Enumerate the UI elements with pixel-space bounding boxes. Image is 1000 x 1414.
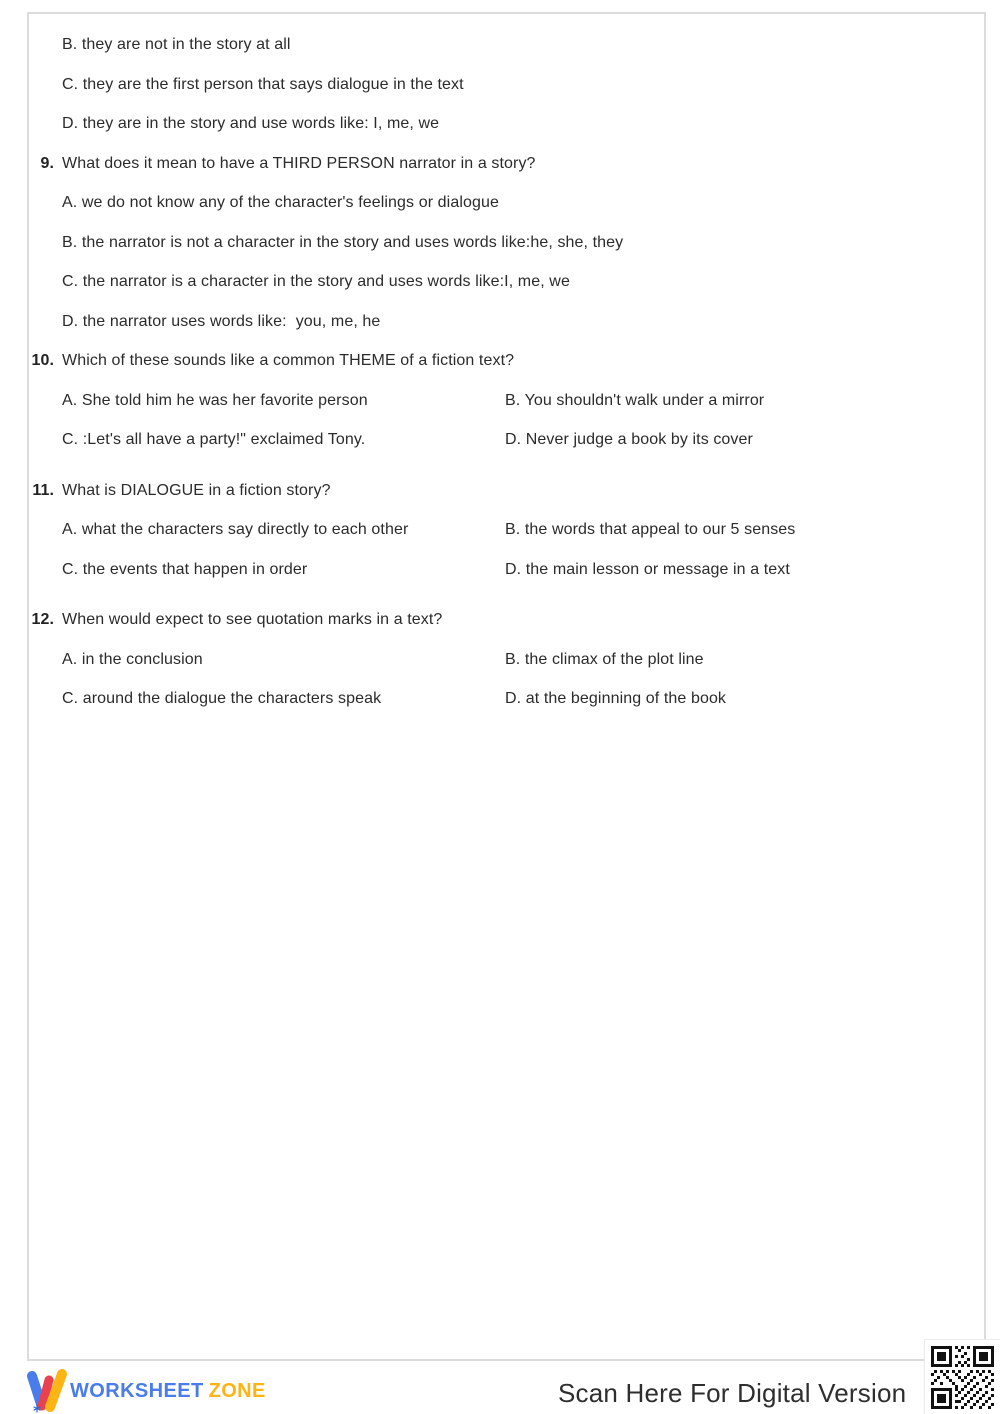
question-number: 12. [31, 611, 54, 628]
options-grid [62, 650, 974, 729]
answer-option: B. the narrator is not a character in the story and uses words like:he, she, they [62, 233, 624, 251]
question-number: 11. [32, 481, 54, 499]
answer-option: D. the narrator uses words like: you, me, he [62, 312, 381, 330]
answer-option: B. the climax of the plot line [505, 650, 704, 668]
answer-option: D. at the beginning of the book [505, 690, 727, 707]
question-text: What is DIALOGUE in a fiction story? [62, 481, 331, 499]
answer-option: A. what the characters say directly to each other [62, 521, 409, 538]
question-11 [32, 481, 974, 501]
answer-option: D. Never judge a book by its cover [505, 431, 753, 448]
question-text: When would expect to see quotation marks in a text? [62, 611, 443, 628]
question-text: What does it mean to have a THIRD PERSON narrator in a story? [62, 154, 536, 172]
answer-option: B. You shouldn't walk under a mirror [505, 391, 765, 409]
question-12 [31, 610, 974, 630]
answer-option: C. the events that happen in order [62, 560, 308, 578]
question-number: 9. [40, 154, 54, 172]
worksheetzone-logo [25, 1368, 266, 1414]
answer-option: C. the narrator is a character in the story and uses words like:I, me, we [62, 273, 570, 290]
answer-option: D. they are in the story and use words like: I, me, we [62, 115, 440, 132]
answer-option: C. :Let's all have a party!" exclaimed Tony. [62, 431, 366, 448]
brand-word-worksheet: WORKSHEET [70, 1380, 204, 1402]
answer-option: A. in the conclusion [62, 650, 203, 668]
question-text: Which of these sounds like a common THEME of a fiction text? [62, 352, 515, 369]
answer-option: A. She told him he was her favorite person [62, 391, 368, 409]
answer-option: C. around the dialogue the characters speak [62, 690, 382, 707]
answer-option: B. the words that appeal to our 5 senses [505, 521, 796, 538]
answer-option: B. they are not in the story at all [62, 36, 291, 53]
qr-code-icon [931, 1346, 994, 1409]
scan-here-text: Scan Here For Digital Version [558, 1378, 907, 1408]
brand-name [70, 1381, 266, 1401]
qr-code [925, 1340, 1000, 1414]
answer-option: C. they are the first person that says dialogue in the text [62, 75, 464, 93]
question-number: 10. [31, 352, 54, 369]
options-grid [62, 520, 974, 599]
options-grid [62, 391, 974, 470]
brand-word-zone: ZONE [208, 1380, 266, 1402]
logo-w-icon [25, 1368, 67, 1414]
page-border [27, 12, 986, 1361]
question-10 [31, 351, 974, 371]
answer-option: A. we do not know any of the character's feelings or dialogue [62, 194, 499, 211]
answer-option: D. the main lesson or message in a text [505, 560, 790, 578]
question-9 [40, 154, 974, 174]
